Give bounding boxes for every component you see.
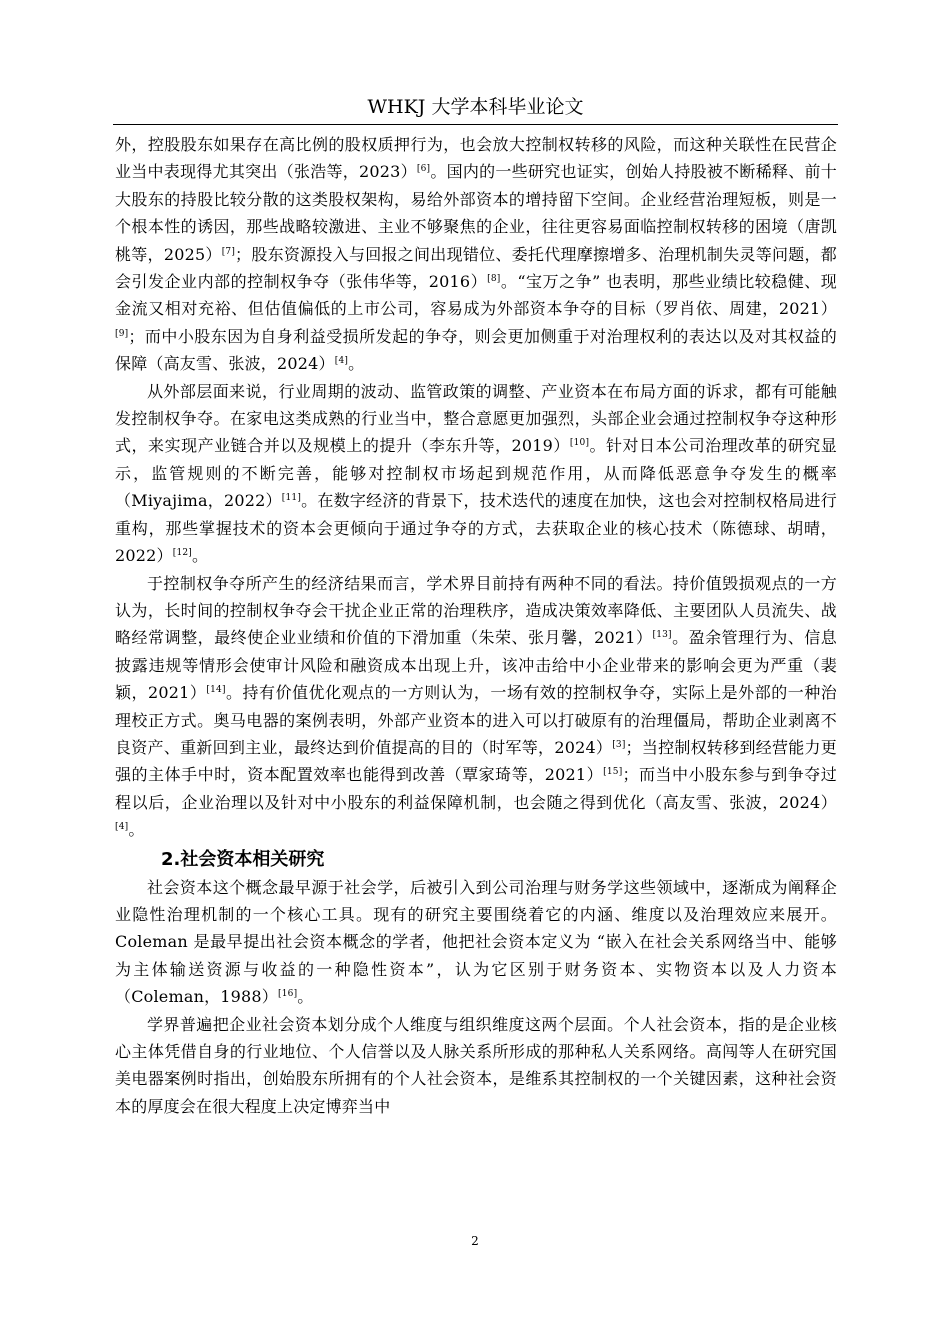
citation: [4] <box>334 356 349 367</box>
text-run: 。 <box>348 354 365 374</box>
citation: [4] <box>115 822 129 833</box>
text-run: 。盈余管理行为、信息披露违规等情形会使审计风险和融资成本出现上升，该冲击给中小企业带来的影响会更为严重（裴颖，2021） <box>115 628 837 703</box>
paragraph <box>115 131 837 378</box>
paragraph <box>115 874 837 1011</box>
citation: [12] <box>172 548 193 559</box>
citation: [10] <box>569 438 590 449</box>
citation: [11] <box>281 493 302 504</box>
text-run: 。国内的一些研究也证实，创始人持股被不断稀释、前十大股东的持股比较分散的这类股权架构，易给外部资本的增持留下空间。企业经营治理短板，则是一个根本性的诱因，那些战略较激进、主业不够聚焦的企业，往往更容易面临控制权转移的困境（唐凯桃等，2025） <box>115 162 837 264</box>
citation: [7] <box>221 246 236 257</box>
paragraph <box>115 570 837 844</box>
text-run: 社会资本这个概念最早源于社会学，后被引入到公司治理与财务学这些领域中，逐渐成为阐释企业隐性治理机制的一个核心工具。现有的研究主要围绕着它的内涵、维度以及治理效应来展开。Coleman 是最早提出社会资本概念的学者，他把社会资本定义为 “嵌入在社会关系网络当中、能够为主体输送资源与收益的一种隐性资本”，认为它区别于财务资本、实物资本以及人力资本（Coleman，1988） <box>115 877 837 1007</box>
citation: [8] <box>487 274 501 285</box>
text-run: 从外部层面来说，行业周期的波动、监管政策的调整、产业资本在布局方面的诉求，都有可能触发控制权争夺。在家电这类成熟的行业当中，整合意愿更加强烈，头部企业会通过控制权争夺这种形式，来实现产业链合并以及规模上的提升（李东升等，2019） <box>115 381 837 456</box>
paragraph <box>115 378 837 570</box>
body-text <box>115 131 837 1120</box>
text-run: 。在数字经济的背景下，技术迭代的速度在加快，这也会对控制权格局进行重构，那些掌握技术的资本会更倾向于通过争夺的方式，去获取企业的核心技术（陈德球、胡晴，2022） <box>115 491 837 566</box>
paragraph <box>115 1011 837 1121</box>
citation: [3] <box>612 739 626 750</box>
text-run: 学界普遍把企业社会资本划分成个人维度与组织维度这两个层面。个人社会资本，指的是企业核心主体凭借自身的行业地位、个人信誉以及人脉关系所形成的那种私人关系网络。高闯等人在研究国美电器案例时指出，创始股东所拥有的个人社会资本，是维系其控制权的一个关键因素，这种社会资本的厚度会在很大程度上决定博弈当中 <box>115 1014 837 1116</box>
text-run: 。 <box>192 546 209 566</box>
text-run: 于控制权争夺所产生的经济结果而言，学术界目前持有两种不同的看法。持价值毁损观点的一方认为，长时间的控制权争夺会干扰企业正常的治理秩序，造成决策效率降低、主要团队人员流失、战略经常调整，最终使企业业绩和价值的下滑加重（朱荣、张月馨，2021） <box>115 573 837 648</box>
text-run: ；当控制权转移到经营能力更强的主体手中时，资本配置效率也能得到改善（覃家琦等，2021） <box>115 737 837 785</box>
text-run: 外，控股股东如果存在高比例的股权质押行为，也会放大控制权转移的风险，而这种关联性在民营企业当中表现得尤其突出（张浩等，2023） <box>115 135 837 182</box>
text-run: 。针对日本公司治理改革的研究显示，监管规则的不断完善，能够对控制权市场起到规范作用，从而降低恶意争夺发生的概率（Miyajima，2022） <box>115 436 837 511</box>
page-header: WHKJ 大学本科毕业论文 <box>367 96 584 118</box>
citation: [14] <box>206 685 226 696</box>
header-rule <box>113 124 838 125</box>
text-run: ；而中小股东因为自身利益受损所发起的争夺，则会更加侧重于对治理权利的表达以及对其权益的保障（高友雪、张波，2024） <box>115 326 837 374</box>
page-number: 2 <box>471 1234 479 1248</box>
text-run: 。 <box>297 987 314 1007</box>
text-run: ；而当中小股东参与到争夺过程以后，企业治理以及针对中小股东的利益保障机制，也会随之得到优化（高友雪、张波，2024） <box>115 765 837 812</box>
text-run: 。持有价值优化观点的一方则认为，一场有效的控制权争夺，实际上是外部的一种治理校正方式。奥马电器的案例表明，外部产业资本的进入可以打破原有的治理僵局，帮助企业剥离不良资产、重新回到主业，最终达到价值提高的目的（时军等，2024） <box>115 683 837 757</box>
citation: [6] <box>416 164 431 175</box>
text-run: 。“宝万之争” 也表明，那些业绩比较稳健、现金流又相对充裕、但估值偏低的上市公司，容易成为外部资本争夺的目标（罗肖依、周建，2021） <box>115 272 837 319</box>
section-heading: 2.社会资本相关研究 <box>161 848 325 870</box>
citation: [9] <box>115 328 129 339</box>
citation: [16] <box>278 989 298 1000</box>
citation: [13] <box>652 630 672 641</box>
text-run: 。 <box>128 820 145 840</box>
text-run: ；股东资源投入与回报之间出现错位、委托代理摩擦增多、治理机制失灵等问题，都会引发企业内部的控制权争夺（张伟华等，2016） <box>115 244 837 292</box>
citation: [15] <box>603 767 623 778</box>
